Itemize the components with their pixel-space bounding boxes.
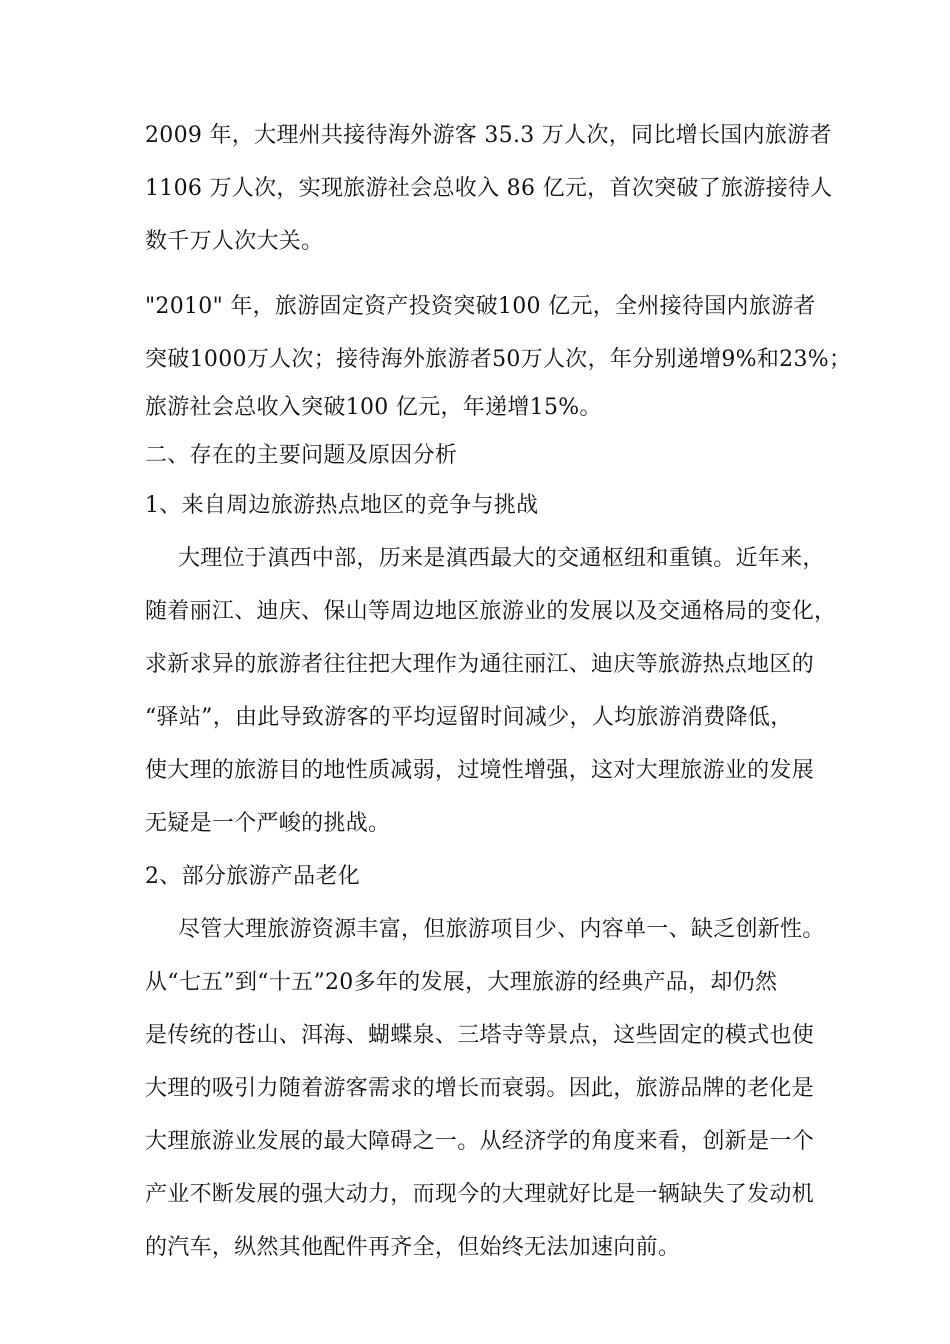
paragraph-products-line-2: 从“七五”到“十五”20多年的发展，大理旅游的经典产品，却仍然 <box>145 970 778 995</box>
paragraph-competition-line-6: 无疑是一个严峻的挑战。 <box>145 811 391 836</box>
subheading-2: 2、部分旅游产品老化 <box>145 864 360 889</box>
paragraph-products-line-3: 是传统的苍山、洱海、蝴蝶泉、三塔寺等景点，这些固定的模式也使 <box>145 1023 815 1048</box>
paragraph-2010-line-1: "2010" 年，旅游固定资产投资突破100 亿元，全州接待国内旅游者 <box>145 294 816 319</box>
paragraph-products-line-5: 大理旅游业发展的最大障碍之一。从经济学的角度来看，创新是一个 <box>145 1129 815 1154</box>
paragraph-competition-line-1: 大理位于滇西中部，历来是滇西最大的交通枢纽和重镇。近年来， <box>178 546 825 571</box>
paragraph-2009-line-2: 1106 万人次，实现旅游社会总收入 86 亿元，首次突破了旅游接待人 <box>145 176 833 201</box>
paragraph-2010-line-3: 旅游社会总收入突破100 亿元，年递增15%。 <box>145 395 602 420</box>
paragraph-2009-line-3: 数千万人次大关。 <box>145 229 324 254</box>
paragraph-competition-line-2: 随着丽江、迪庆、保山等周边地区旅游业的发展以及交通格局的变化， <box>145 599 837 624</box>
section-heading: 二、存在的主要问题及原因分析 <box>145 443 458 468</box>
paragraph-products-line-1: 尽管大理旅游资源丰富，但旅游项目少、内容单一、缺乏创新性。 <box>178 917 825 942</box>
paragraph-2009-line-1: 2009 年，大理州共接待海外游客 35.3 万人次，同比增长国内旅游者 <box>145 123 832 148</box>
subheading-1: 1、来自周边旅游热点地区的竞争与挑战 <box>145 493 539 518</box>
paragraph-products-line-6: 产业不断发展的强大动力，而现今的大理就好比是一辆缺失了发动机 <box>145 1182 815 1207</box>
paragraph-competition-line-3: 求新求异的旅游者往往把大理作为通往丽江、迪庆等旅游热点地区的 <box>145 652 815 677</box>
paragraph-products-line-7: 的汽车，纵然其他配件再齐全，但始终无法加速向前。 <box>145 1235 681 1260</box>
paragraph-competition-line-4: “驿站”，由此导致游客的平均逗留时间减少，人均旅游消费降低， <box>145 705 793 730</box>
paragraph-products-line-4: 大理的吸引力随着游客需求的增长而衰弱。因此，旅游品牌的老化是 <box>145 1076 815 1101</box>
paragraph-2010-line-2: 突破1000万人次；接待海外旅游者50万人次，年分别递增9%和23%； <box>145 347 852 372</box>
paragraph-competition-line-5: 使大理的旅游目的地性质减弱，过境性增强，这对大理旅游业的发展 <box>145 758 815 783</box>
